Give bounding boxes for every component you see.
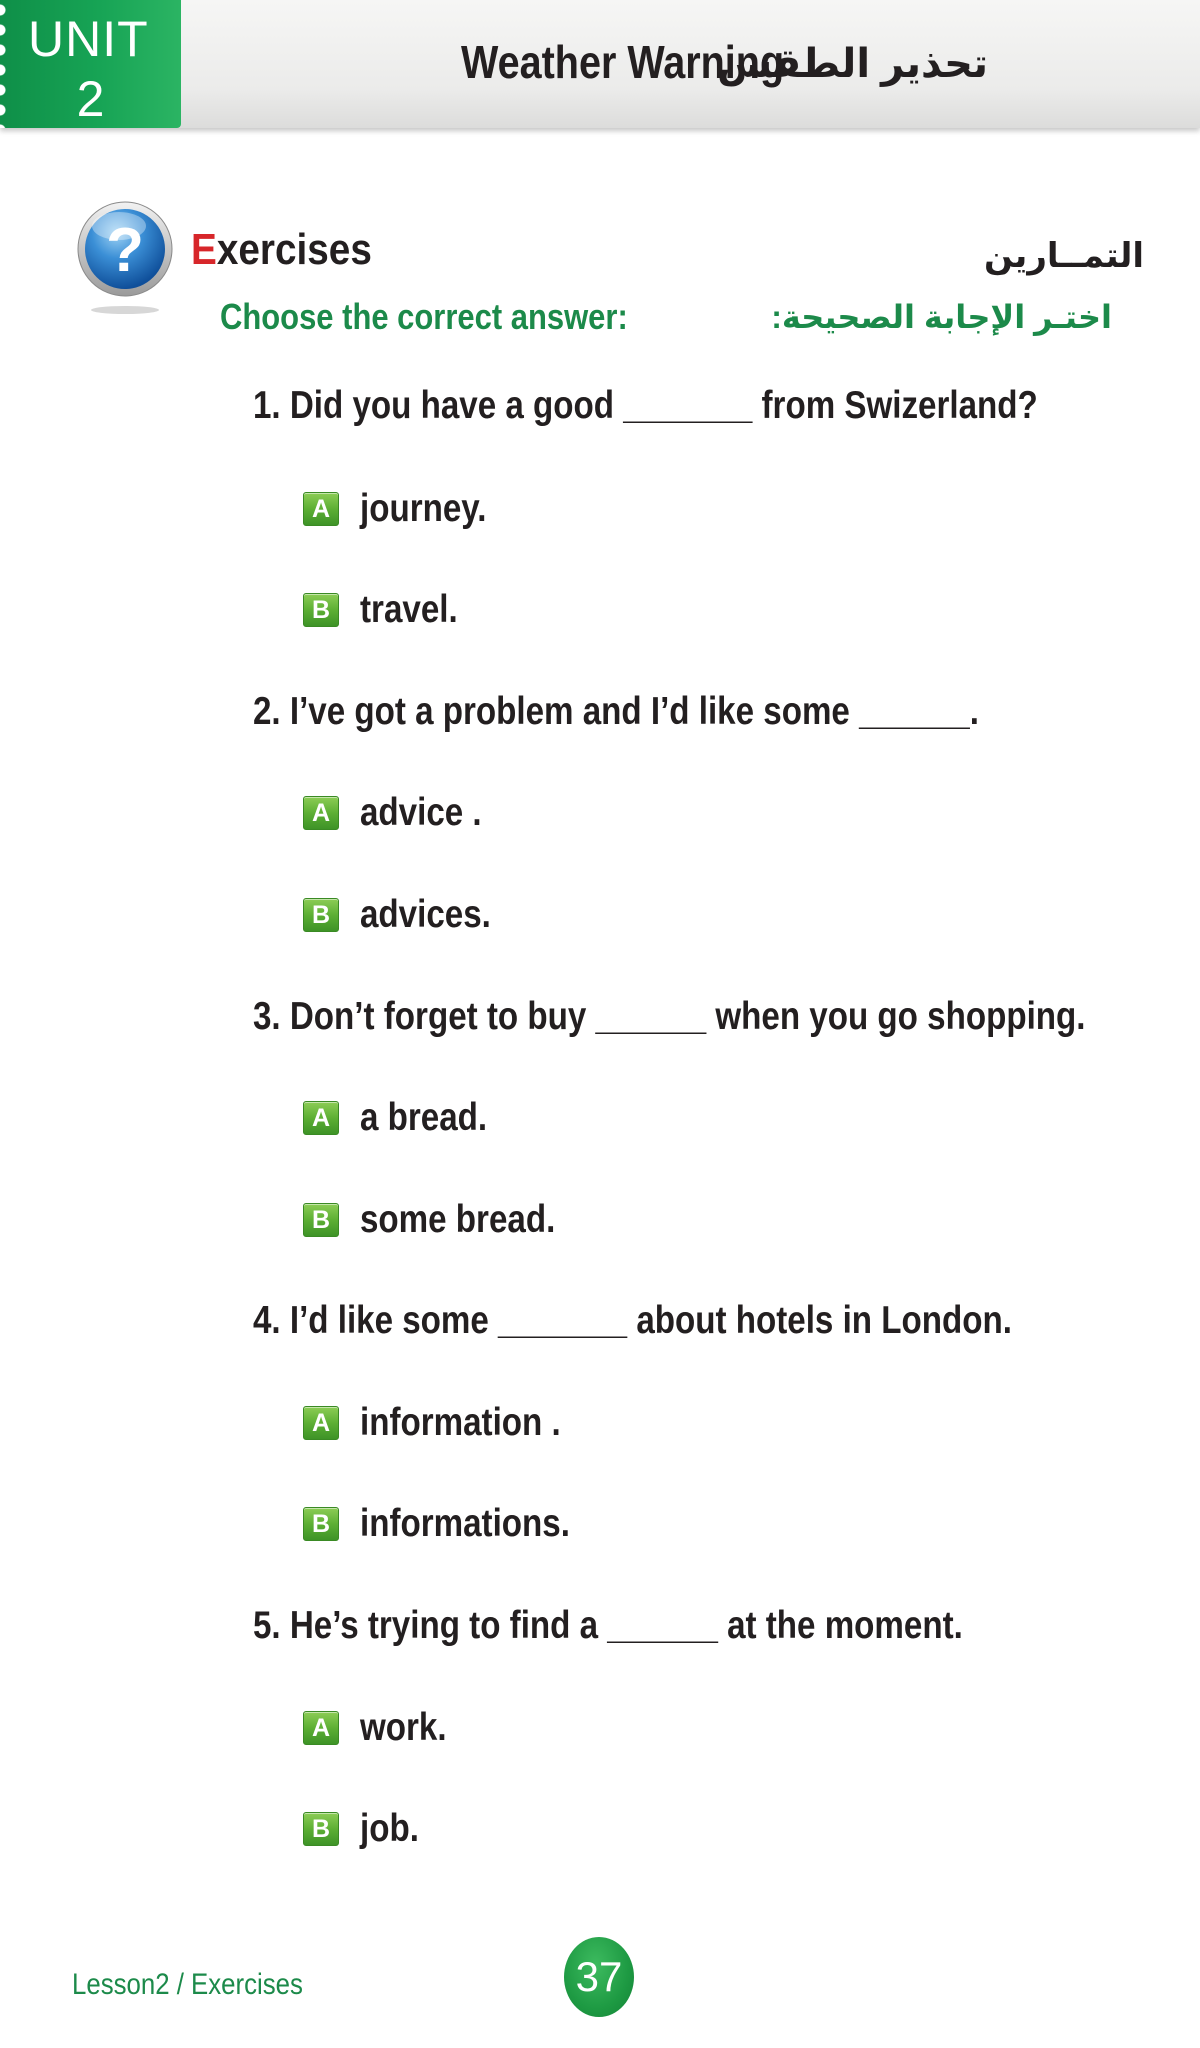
option-text: information .: [360, 1401, 561, 1444]
lesson-breadcrumb: Lesson2 / Exercises: [72, 1968, 303, 2001]
question-2: 2. I’ve got a problem and I’d like some ______.: [253, 690, 979, 733]
question-5: 5. He’s trying to find a ______ at the moment.: [253, 1604, 963, 1647]
exercises-title-initial: E: [191, 225, 217, 274]
option-text: informations.: [360, 1502, 570, 1545]
option-text: advices.: [360, 893, 491, 936]
instruction-arabic: اختـر الإجابة الصحيحة:: [771, 299, 1112, 335]
option-text: advice .: [360, 791, 482, 834]
option-letter-badge: B: [303, 1203, 339, 1237]
option-letter-badge: A: [303, 1101, 339, 1135]
option-letter-badge: B: [303, 898, 339, 932]
instruction: Choose the correct answer:: [220, 296, 628, 337]
option-letter-badge: A: [303, 492, 339, 526]
option-letter-badge: A: [303, 1711, 339, 1745]
unit-title: Weather Warning: [461, 36, 785, 88]
option-text: a bread.: [360, 1096, 488, 1139]
question-mark-icon: [76, 192, 174, 314]
exercises-title-arabic: التمــارين: [983, 237, 1144, 275]
unit-badge: [0, 0, 181, 128]
option-letter-badge: B: [303, 1812, 339, 1846]
option-text: work.: [360, 1706, 447, 1749]
unit-number: 2: [76, 71, 105, 127]
unit-title-arabic: تحذير الطقس: [717, 42, 988, 86]
exercises-title-rest: xercises: [216, 225, 372, 274]
option-letter-badge: B: [303, 593, 339, 627]
question-4: 4. I’d like some _______ about hotels in London.: [253, 1299, 1012, 1342]
option-text: journey.: [360, 487, 487, 530]
question-3: 3. Don’t forget to buy ______ when you go shopping.: [253, 995, 1086, 1038]
svg-text:?: ?: [106, 216, 144, 285]
question-1: 1. Did you have a good _______ from Swizerland?: [253, 384, 1038, 427]
page-number: 37: [564, 1937, 634, 2017]
option-letter-badge: B: [303, 1507, 339, 1541]
option-letter-badge: A: [303, 1406, 339, 1440]
exercises-title: [191, 222, 372, 278]
page-header: [0, 0, 1200, 130]
option-text: job.: [360, 1807, 419, 1850]
option-letter-badge: A: [303, 796, 339, 830]
option-text: some bread.: [360, 1198, 556, 1241]
option-text: travel.: [360, 588, 458, 631]
unit-label: UNIT: [28, 11, 149, 67]
